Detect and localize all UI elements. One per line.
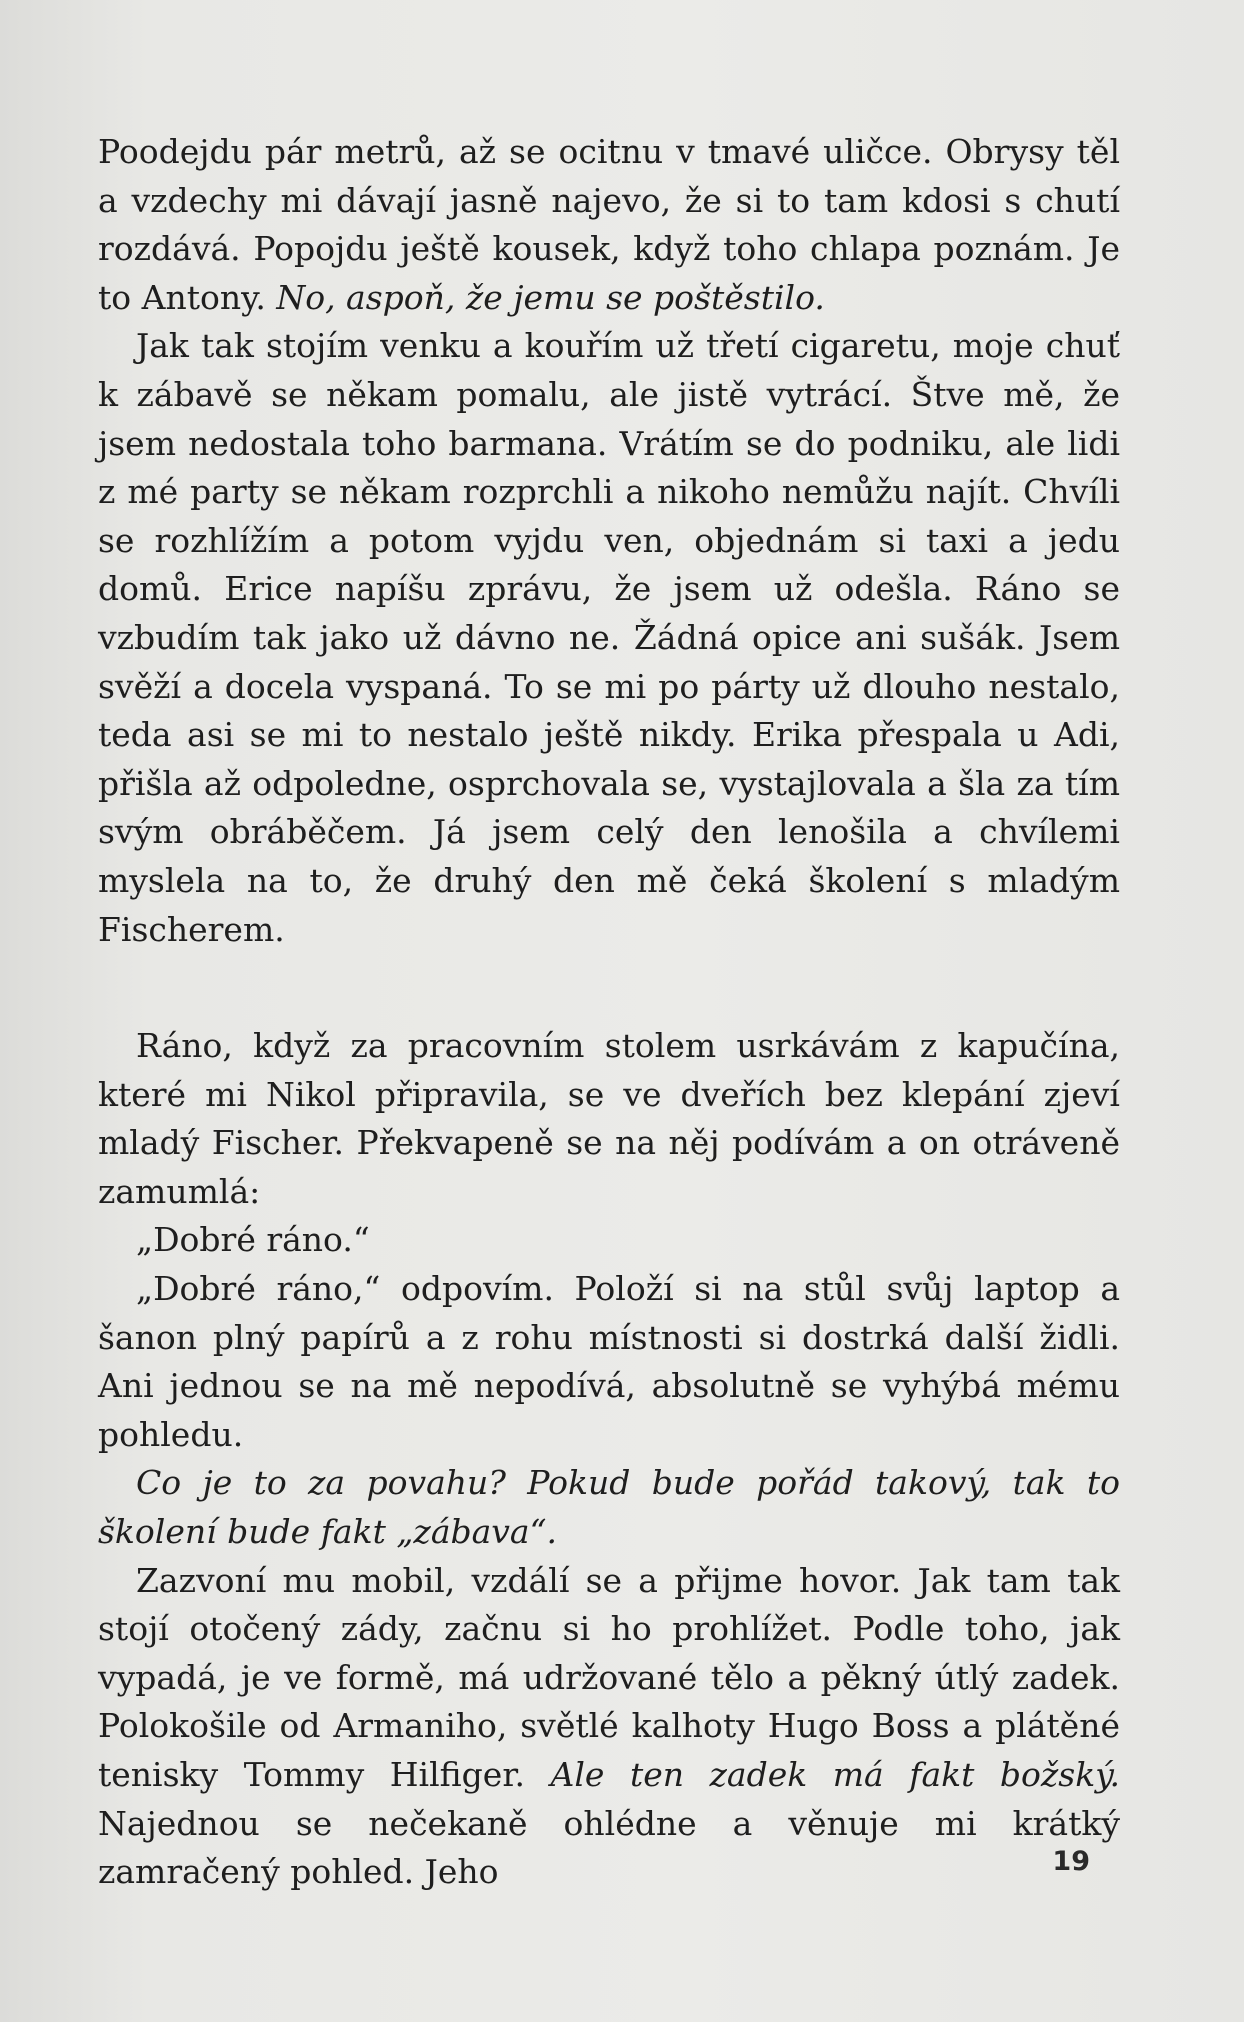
paragraph	[98, 1557, 1120, 1897]
text-section-2	[98, 1022, 1120, 1897]
paragraph	[98, 1216, 1120, 1265]
paragraph	[98, 1265, 1120, 1459]
text-run: „Dobré ráno.“	[136, 1220, 370, 1260]
section-break	[98, 954, 1120, 1022]
text-run: Zazvoní mu mobil, vzdálí se a přijme hovor. Jak tam tak stojí otočený zády, začnu si ho prohlížet. Podle toho, jak vypadá, je ve formě, má udržované tělo a pěkný útlý zadek. Polokošile od Armaniho, světlé kalhoty Hugo Boss a plátěné tenisky Tommy Hilfiger.	[98, 1560, 1120, 1794]
text-section-1	[98, 128, 1120, 954]
paragraph	[98, 1022, 1120, 1216]
page-number: 19	[1052, 1846, 1090, 1877]
text-run: Poodejdu pár metrů, až se ocitnu v tmavé uličce. Obrysy těl a vzdechy mi dávají jasně najevo, že si to tam kdosi s chutí rozdává. Popojdu ještě kousek, když toho chlapa poznám. Je to Antony.	[98, 132, 1120, 317]
body-text	[98, 128, 1120, 1897]
italic-thought: Co je to za povahu? Pokud bude pořád takový, tak to školení bude fakt „zábava“.	[98, 1463, 1120, 1552]
paragraph	[98, 1459, 1120, 1556]
italic-thought: No, aspoň, že jemu se poštěstilo.	[276, 277, 825, 317]
text-run: „Dobré ráno,“ odpovím. Položí si na stůl svůj laptop a šanon plný papírů a z rohu místnosti si dostrká další židli. Ani jednou se na mě nepodívá, absolutně se vyhýbá mému pohledu.	[98, 1269, 1120, 1454]
paragraph	[98, 322, 1120, 954]
text-run: Najednou se nečekaně ohlédne a věnuje mi krátký zamračený pohled. Jeho	[98, 1803, 1120, 1892]
text-run: Ráno, když za pracovním stolem usrkávám z kapučína, které mi Nikol připravila, se ve dveřích bez klepání zjeví mladý Fischer. Překvapeně se na něj podívám a on otráveně zamumlá:	[98, 1026, 1120, 1211]
text-run: Jak tak stojím venku a kouřím už třetí cigaretu, moje chuť k zábavě se někam pomalu, ale jistě vytrácí. Štve mě, že jsem nedostala toho barmana. Vrátím se do podniku, ale lidi z mé party se někam rozprchli a nikoho nemůžu najít. Chvíli se rozhlížím a potom vyjdu ven, objednám si taxi a jedu domů. Erice napíšu zprávu, že jsem už odešla. Ráno se vzbudím tak jako už dávno ne. Žádná opice ani sušák. Jsem svěží a docela vyspaná. To se mi po párty už dlouho nestalo, teda asi se mi to nestalo ještě nikdy. Erika přespala u Adi, přišla až odpoledne, osprchovala se, vystajlovala a šla za tím svým obráběčem. Já jsem celý den lenošila a chvílemi myslela na to, že druhý den mě čeká školení s mladým Fischerem.	[98, 326, 1120, 949]
italic-thought: Ale ten zadek má fakt božský.	[550, 1755, 1120, 1794]
paragraph	[98, 128, 1120, 322]
